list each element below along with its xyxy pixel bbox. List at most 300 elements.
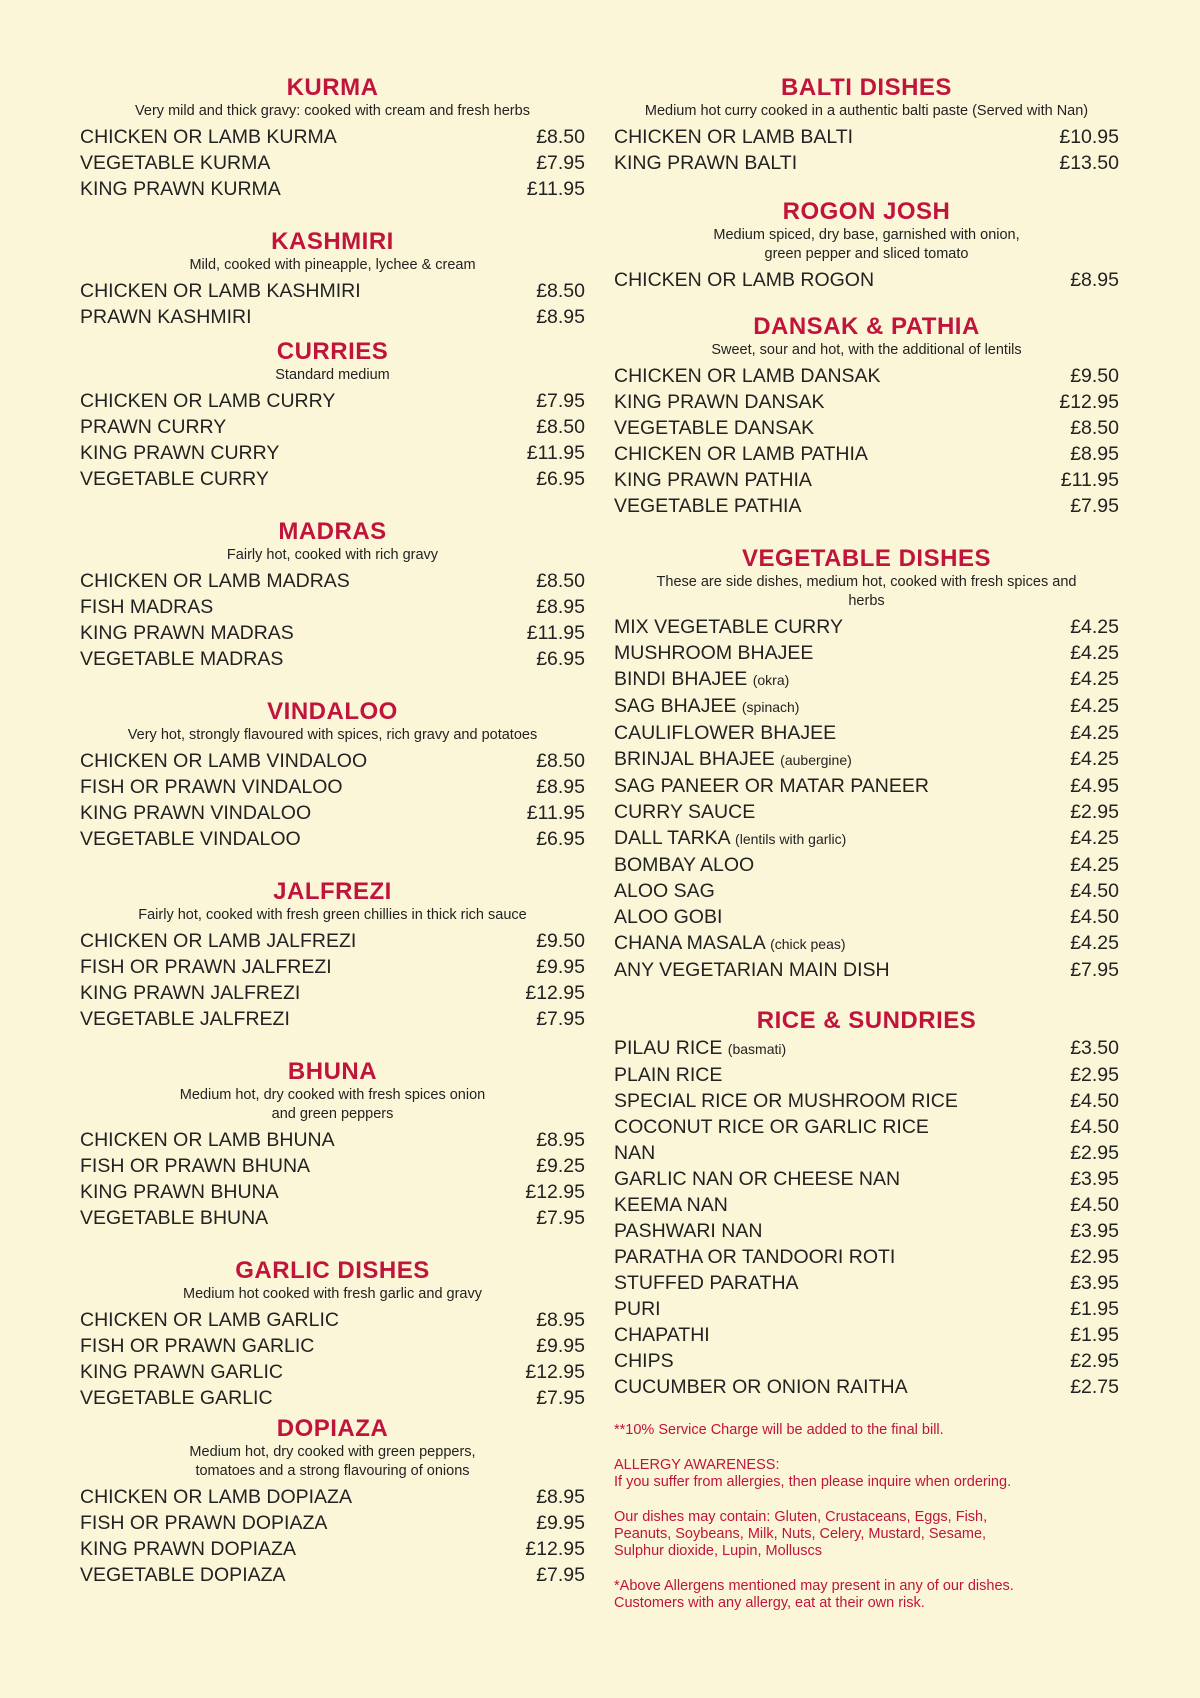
item-price: £12.95 <box>525 1538 585 1560</box>
item-name-wrap <box>614 720 836 746</box>
item-name-wrap <box>614 1348 674 1374</box>
item-name: CHICKEN OR LAMB DANSAK <box>614 365 881 387</box>
section-description: Sweet, sour and hot, with the additional of lentils <box>711 342 1022 358</box>
section-title: VEGETABLE DISHES <box>742 545 991 572</box>
item-name: CHICKEN OR LAMB ROGON <box>614 269 875 291</box>
item-name: MIX VEGETABLE CURRY <box>614 616 844 638</box>
item-name-wrap <box>614 1166 900 1192</box>
item-name-wrap <box>80 304 252 330</box>
menu-item <box>80 594 585 620</box>
item-name: DALL TARKA <box>614 827 730 849</box>
item-price: £4.25 <box>1070 722 1119 744</box>
section-title: MADRAS <box>278 518 387 545</box>
item-name-wrap <box>614 1062 722 1088</box>
item-note: (spinach) <box>741 699 800 715</box>
menu-item <box>614 614 1119 640</box>
menu-item <box>80 1179 585 1205</box>
menu-item <box>614 441 1119 467</box>
section-description: Fairly hot, cooked with rich gravy <box>226 547 439 563</box>
item-name: BINDI BHAJEE <box>614 668 748 690</box>
item-name-wrap <box>614 441 868 467</box>
section-rice <box>614 1007 1119 1400</box>
item-name-wrap <box>614 1035 786 1062</box>
item-name-wrap <box>614 1296 661 1322</box>
section-garlic <box>80 1257 585 1411</box>
item-note: (chick peas) <box>770 936 846 952</box>
item-name-wrap <box>80 176 281 202</box>
item-price: £2.95 <box>1070 1350 1119 1372</box>
menu-item <box>80 1205 585 1231</box>
item-name-wrap <box>614 1140 655 1166</box>
section-description: Medium spiced, dry base, garnished with onion, <box>713 227 1020 243</box>
menu-item <box>614 1192 1119 1218</box>
item-name-wrap <box>80 620 294 646</box>
item-name-wrap <box>80 150 270 176</box>
item-name-wrap <box>614 1322 710 1348</box>
item-price: £4.25 <box>1070 854 1119 876</box>
item-name-wrap <box>80 278 361 304</box>
menu-item <box>80 1385 585 1411</box>
item-name: KING PRAWN CURRY <box>80 442 280 464</box>
item-price: £8.95 <box>536 776 585 798</box>
item-price: £4.25 <box>1070 616 1119 638</box>
menu-item <box>80 646 585 672</box>
item-price: £3.95 <box>1070 1168 1119 1190</box>
item-price: £4.25 <box>1070 932 1119 954</box>
item-name-wrap <box>614 415 814 441</box>
menu-item <box>614 852 1119 878</box>
item-name-wrap <box>614 640 813 666</box>
item-price: £9.95 <box>536 1335 585 1357</box>
item-price: £1.95 <box>1070 1298 1119 1320</box>
item-name: KING PRAWN DOPIAZA <box>80 1538 296 1560</box>
menu-item <box>80 466 585 492</box>
item-name: PLAIN RICE <box>614 1064 723 1086</box>
section-description: Medium hot, dry cooked with fresh spices onion <box>179 1087 486 1103</box>
item-name: CURRY SAUCE <box>614 801 756 823</box>
item-name: PRAWN KASHMIRI <box>80 306 252 328</box>
menu-item <box>80 954 585 980</box>
section-title: KASHMIRI <box>271 228 394 255</box>
item-note: (lentils with garlic) <box>735 831 847 847</box>
section-jalfrezi <box>80 878 585 1032</box>
item-price: £8.50 <box>536 570 585 592</box>
disclaimer-line: Customers with any allergy, eat at their own risk. <box>614 1595 925 1611</box>
item-name: FISH OR PRAWN GARLIC <box>80 1335 315 1357</box>
item-price: £2.95 <box>1070 801 1119 823</box>
section-description: Fairly hot, cooked with fresh green chillies in thick rich sauce <box>138 907 527 923</box>
menu-item <box>614 1322 1119 1348</box>
section-madras <box>80 518 585 672</box>
item-price: £13.50 <box>1059 152 1119 174</box>
section-description: Medium hot curry cooked in a authentic balti paste (Served with Nan) <box>644 103 1089 119</box>
menu-item <box>614 773 1119 799</box>
section-vegetable <box>614 545 1119 983</box>
item-name: PRAWN CURRY <box>80 416 227 438</box>
item-name: CHICKEN OR LAMB BHUNA <box>80 1129 335 1151</box>
item-name: VEGETABLE KURMA <box>80 152 271 174</box>
item-name: KING PRAWN KURMA <box>80 178 281 200</box>
menu-item <box>80 620 585 646</box>
section-title: BALTI DISHES <box>781 74 952 101</box>
item-price: £1.95 <box>1070 1324 1119 1346</box>
menu-item <box>614 1088 1119 1114</box>
menu-item <box>80 440 585 466</box>
item-name: SPECIAL RICE OR MUSHROOM RICE <box>614 1090 958 1112</box>
item-name: CHICKEN OR LAMB VINDALOO <box>80 750 368 772</box>
item-name-wrap <box>80 440 279 466</box>
item-name: CHANA MASALA <box>614 932 765 954</box>
allergen-disclaimer <box>614 1578 1119 1612</box>
item-name: BOMBAY ALOO <box>614 854 755 876</box>
item-price: £9.95 <box>536 956 585 978</box>
section-dansak <box>614 313 1119 519</box>
item-price: £11.95 <box>526 622 585 644</box>
item-price: £8.50 <box>536 280 585 302</box>
right-sections <box>614 74 1119 1400</box>
right-column <box>614 74 1119 1630</box>
disclaimer-line: *Above Allergens mentioned may present in any of our dishes. <box>614 1578 1014 1594</box>
menu-item <box>614 363 1119 389</box>
item-name-wrap <box>614 825 846 852</box>
menu-item <box>614 693 1119 720</box>
item-name: VEGETABLE VINDALOO <box>80 828 301 850</box>
item-price: £12.95 <box>525 982 585 1004</box>
item-name: CHICKEN OR LAMB KURMA <box>80 126 337 148</box>
item-name: KING PRAWN MADRAS <box>80 622 294 644</box>
item-name: FISH MADRAS <box>80 596 214 618</box>
menu-item <box>80 928 585 954</box>
item-price: £11.95 <box>526 802 585 824</box>
item-price: £9.95 <box>536 1512 585 1534</box>
item-name-wrap <box>80 1562 286 1588</box>
item-name-wrap <box>614 1270 799 1296</box>
menu-item <box>614 1218 1119 1244</box>
section-bhuna <box>80 1058 585 1231</box>
item-name: KING PRAWN VINDALOO <box>80 802 312 824</box>
allergy-awareness <box>614 1457 1119 1491</box>
item-price: £7.95 <box>536 1564 585 1586</box>
item-price: £2.95 <box>1070 1246 1119 1268</box>
section-kashmiri <box>80 228 585 330</box>
item-name-wrap <box>614 930 846 957</box>
section-description: Very mild and thick gravy: cooked with cream and fresh herbs <box>135 103 530 119</box>
item-price: £12.95 <box>1059 391 1119 413</box>
item-name: PARATHA OR TANDOORI ROTI <box>614 1246 896 1268</box>
section-curries <box>80 338 585 492</box>
allergy-heading: ALLERGY AWARENESS: <box>614 1457 780 1473</box>
item-price: £4.50 <box>1070 1090 1119 1112</box>
menu-item <box>80 278 585 304</box>
item-name: FISH OR PRAWN BHUNA <box>80 1155 311 1177</box>
item-name-wrap <box>80 800 311 826</box>
item-name: SAG PANEER OR MATAR PANEER <box>614 775 929 797</box>
item-name: CHICKEN OR LAMB BALTI <box>614 126 854 148</box>
section-title: GARLIC DISHES <box>235 1257 430 1284</box>
menu-item <box>614 1062 1119 1088</box>
menu-item <box>614 1035 1119 1062</box>
item-name: KING PRAWN BHUNA <box>80 1181 279 1203</box>
menu-item <box>80 980 585 1006</box>
menu-item <box>614 720 1119 746</box>
item-name: CUCUMBER OR ONION RAITHA <box>614 1376 908 1398</box>
item-name-wrap <box>614 666 789 693</box>
item-name-wrap <box>80 1179 279 1205</box>
item-name: VEGETABLE DOPIAZA <box>80 1564 286 1586</box>
section-kurma <box>80 74 585 202</box>
section-description: tomatoes and a strong flavouring of onions <box>195 1463 470 1479</box>
item-name-wrap <box>80 748 367 774</box>
item-price: £8.95 <box>536 1309 585 1331</box>
item-price: £9.50 <box>1070 365 1119 387</box>
menu-item <box>80 826 585 852</box>
item-name: COCONUT RICE OR GARLIC RICE <box>614 1116 929 1138</box>
item-name-wrap <box>614 1088 958 1114</box>
section-title: DOPIAZA <box>276 1415 389 1442</box>
section-title: VINDALOO <box>267 698 398 725</box>
menu-item <box>614 1114 1119 1140</box>
allergy-text: If you suffer from allergies, then please inquire when ordering. <box>614 1474 1012 1490</box>
item-note: (basmati) <box>727 1041 787 1057</box>
section-description: herbs <box>848 593 885 609</box>
section-description: Medium hot cooked with fresh garlic and gravy <box>182 1286 482 1302</box>
item-name-wrap <box>80 774 343 800</box>
item-price: £8.95 <box>1070 443 1119 465</box>
item-price: £7.95 <box>536 1387 585 1409</box>
menu-item <box>614 1296 1119 1322</box>
item-name: CHICKEN OR LAMB PATHIA <box>614 443 868 465</box>
item-name-wrap <box>80 594 213 620</box>
section-description: These are side dishes, medium hot, cooked with fresh spices and <box>656 574 1077 590</box>
menu-item <box>614 1166 1119 1192</box>
menu-item <box>80 1006 585 1032</box>
item-price: £3.95 <box>1070 1220 1119 1242</box>
item-name-wrap <box>80 414 226 440</box>
item-name: PURI <box>614 1298 661 1320</box>
item-name: BRINJAL BHAJEE <box>614 748 775 770</box>
item-name-wrap <box>614 614 843 640</box>
item-price: £8.95 <box>536 596 585 618</box>
section-rogon <box>614 198 1119 293</box>
item-price: £11.95 <box>526 178 585 200</box>
item-name: CHICKEN OR LAMB GARLIC <box>80 1309 339 1331</box>
item-name-wrap <box>614 1192 728 1218</box>
section-balti <box>614 74 1119 176</box>
item-name-wrap <box>80 1359 283 1385</box>
item-price: £8.50 <box>536 750 585 772</box>
item-price: £9.50 <box>536 930 585 952</box>
item-name: KING PRAWN BALTI <box>614 152 798 174</box>
item-name-wrap <box>80 388 335 414</box>
item-name-wrap <box>614 693 799 720</box>
service-charge-note: **10% Service Charge will be added to the final bill. <box>614 1422 944 1438</box>
item-name-wrap <box>614 746 852 773</box>
item-price: £4.25 <box>1070 748 1119 770</box>
menu-item <box>614 467 1119 493</box>
item-price: £7.95 <box>1070 959 1119 981</box>
item-name: VEGETABLE PATHIA <box>614 495 802 517</box>
allergen-list <box>614 1509 1119 1560</box>
section-vindaloo <box>80 698 585 852</box>
item-name-wrap <box>614 493 801 519</box>
section-description: Very hot, strongly flavoured with spices, rich gravy and potatoes <box>127 727 538 743</box>
item-name: ALOO SAG <box>614 880 715 902</box>
menu-item <box>80 1562 585 1588</box>
item-name-wrap <box>614 799 755 825</box>
item-name-wrap <box>80 1510 327 1536</box>
menu-item <box>80 176 585 202</box>
item-name: CHICKEN OR LAMB KASHMIRI <box>80 280 361 302</box>
item-price: £8.50 <box>536 126 585 148</box>
item-name-wrap <box>80 1307 339 1333</box>
item-price: £12.95 <box>525 1181 585 1203</box>
item-name-wrap <box>80 1006 290 1032</box>
item-name-wrap <box>614 363 881 389</box>
item-price: £4.50 <box>1070 1116 1119 1138</box>
item-name: KING PRAWN DANSAK <box>614 391 825 413</box>
item-name-wrap <box>614 878 715 904</box>
item-name-wrap <box>80 1484 352 1510</box>
section-description: Standard medium <box>275 367 390 383</box>
menu-item <box>614 150 1119 176</box>
item-name: PILAU RICE <box>614 1037 723 1059</box>
item-name-wrap <box>80 466 269 492</box>
item-note: (okra) <box>752 672 790 688</box>
menu-item <box>614 493 1119 519</box>
item-price: £4.25 <box>1070 668 1119 690</box>
item-price: £2.75 <box>1070 1376 1119 1398</box>
item-price: £6.95 <box>536 468 585 490</box>
item-price: £2.95 <box>1070 1064 1119 1086</box>
item-price: £8.95 <box>536 1486 585 1508</box>
item-name-wrap <box>614 904 722 930</box>
item-price: £7.95 <box>536 1008 585 1030</box>
item-name-wrap <box>80 826 301 852</box>
menu-item <box>614 1270 1119 1296</box>
item-name: FISH OR PRAWN DOPIAZA <box>80 1512 328 1534</box>
menu-item <box>80 1153 585 1179</box>
item-name-wrap <box>80 1333 314 1359</box>
menu-item <box>80 774 585 800</box>
section-dopiaza <box>80 1415 585 1588</box>
menu-item <box>614 124 1119 150</box>
item-price: £7.95 <box>536 152 585 174</box>
item-price: £3.50 <box>1070 1037 1119 1059</box>
item-price: £4.50 <box>1070 906 1119 928</box>
left-column <box>80 74 585 1588</box>
allergen-line: Our dishes may contain: Gluten, Crustaceans, Eggs, Fish, <box>614 1509 988 1525</box>
item-name: VEGETABLE JALFREZI <box>80 1008 290 1030</box>
item-name-wrap <box>614 150 797 176</box>
menu-item <box>80 150 585 176</box>
item-price: £8.95 <box>536 306 585 328</box>
menu-item <box>80 1510 585 1536</box>
menu-item <box>614 389 1119 415</box>
item-price: £9.25 <box>536 1155 585 1177</box>
item-name: STUFFED PARATHA <box>614 1272 799 1294</box>
menu-item <box>80 124 585 150</box>
section-title: JALFREZI <box>273 878 392 905</box>
item-name-wrap <box>80 1536 296 1562</box>
section-title: BHUNA <box>287 1058 378 1085</box>
item-name-wrap <box>80 1385 273 1411</box>
item-name-wrap <box>614 852 754 878</box>
item-name: VEGETABLE MADRAS <box>80 648 284 670</box>
section-description: Medium hot, dry cooked with green peppers, <box>189 1444 476 1460</box>
item-name: KING PRAWN GARLIC <box>80 1361 283 1383</box>
item-price: £4.50 <box>1070 1194 1119 1216</box>
item-price: £6.95 <box>536 648 585 670</box>
menu-item <box>80 414 585 440</box>
item-name-wrap <box>80 1127 335 1153</box>
menu-item <box>614 1244 1119 1270</box>
menu-item <box>80 1333 585 1359</box>
item-name: VEGETABLE CURRY <box>80 468 269 490</box>
item-price: £4.25 <box>1070 642 1119 664</box>
item-price: £8.95 <box>536 1129 585 1151</box>
section-title: ROGON JOSH <box>782 198 951 225</box>
item-name-wrap <box>614 1114 929 1140</box>
menu-item <box>80 748 585 774</box>
item-price: £11.95 <box>526 442 585 464</box>
item-name: ANY VEGETARIAN MAIN DISH <box>614 959 890 981</box>
item-name-wrap <box>80 954 332 980</box>
item-price: £4.50 <box>1070 880 1119 902</box>
item-name-wrap <box>614 1244 895 1270</box>
item-name: GARLIC NAN OR CHEESE NAN <box>614 1168 901 1190</box>
menu-item <box>80 1127 585 1153</box>
allergen-line: Sulphur dioxide, Lupin, Molluscs <box>614 1543 822 1559</box>
menu-item <box>614 904 1119 930</box>
item-name: FISH OR PRAWN VINDALOO <box>80 776 343 798</box>
menu-item <box>614 1374 1119 1400</box>
item-price: £4.25 <box>1070 695 1119 717</box>
section-title: DANSAK & PATHIA <box>753 313 980 340</box>
menu-item <box>614 640 1119 666</box>
item-price: £6.95 <box>536 828 585 850</box>
section-title: KURMA <box>286 74 379 101</box>
item-name: MUSHROOM BHAJEE <box>614 642 814 664</box>
menu-item <box>80 1307 585 1333</box>
item-name-wrap <box>614 773 929 799</box>
item-name: KEEMA NAN <box>614 1194 728 1216</box>
item-name-wrap <box>614 389 825 415</box>
item-name: CHICKEN OR LAMB DOPIAZA <box>80 1486 352 1508</box>
menu-item <box>80 304 585 330</box>
item-name-wrap <box>614 957 890 983</box>
item-name-wrap <box>80 124 337 150</box>
item-price: £8.95 <box>1070 269 1119 291</box>
item-price: £10.95 <box>1059 126 1119 148</box>
item-name: NAN <box>614 1142 656 1164</box>
menu-item <box>80 1359 585 1385</box>
item-name-wrap <box>80 980 300 1006</box>
item-price: £11.95 <box>1060 469 1119 491</box>
menu-item <box>614 930 1119 957</box>
item-name: ALOO GOBI <box>614 906 723 928</box>
item-price: £7.95 <box>1070 495 1119 517</box>
item-price: £7.95 <box>536 1207 585 1229</box>
item-name-wrap <box>614 1218 762 1244</box>
item-name: CHICKEN OR LAMB MADRAS <box>80 570 350 592</box>
menu-item <box>614 825 1119 852</box>
item-name: VEGETABLE BHUNA <box>80 1207 269 1229</box>
menu-item <box>80 388 585 414</box>
menu-item <box>80 800 585 826</box>
menu-item <box>614 1140 1119 1166</box>
item-price: £7.95 <box>536 390 585 412</box>
menu-item <box>80 1536 585 1562</box>
